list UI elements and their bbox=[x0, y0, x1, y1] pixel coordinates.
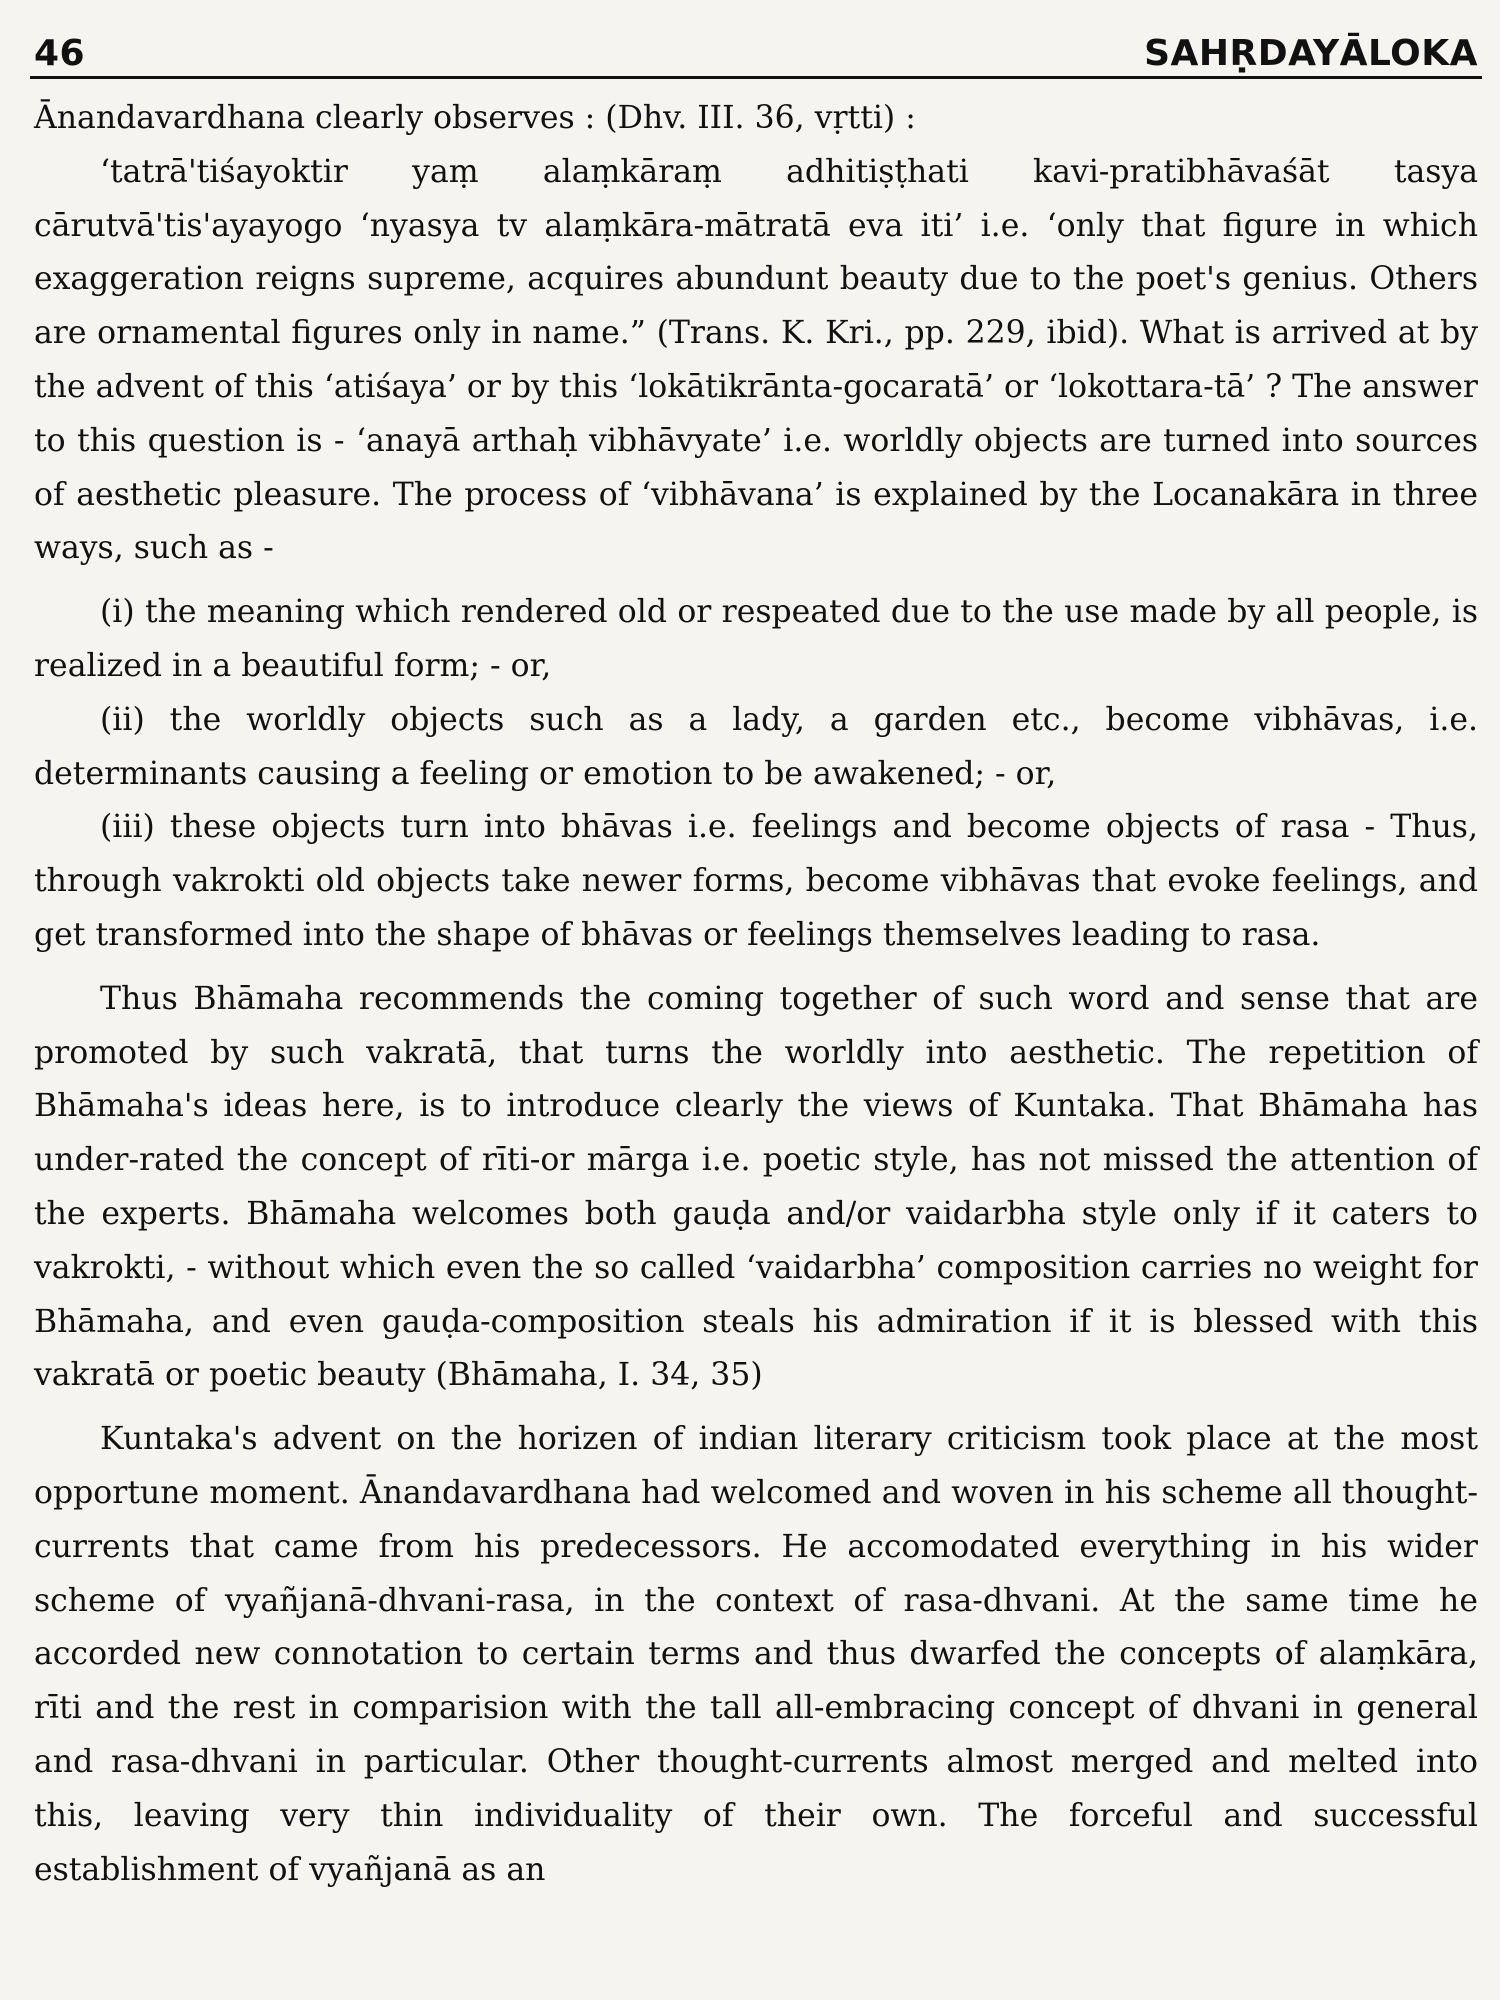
list-item-ii: (ii) the worldly objects such as a lady, a garden etc., become vibhāvas, i.e. determinants causing a feeling or emotion to be awakened; - or, bbox=[34, 701, 1478, 792]
paragraph-quotation: ‘tatrā'tiśayoktir yaṃ alaṃkāraṃ adhitiṣṭhati kavi-pratibhāvaśāt tasya cārutvā'tis'ayayogo ‘nyasya tv alaṃkāra-mātratā eva iti’ i.e. ‘only that figure in which exaggeration reigns supreme, acquires abundunt beauty due to the poet's genius. Others are ornamental figures only in name.” (Trans. K. Kri., pp. 229, ibid). What is arrived at by the advent of this ‘atiśaya’ or by this ‘lokātikrānta-gocaratā’ or ‘lokottara-tā’ ? The answer to this question is - ‘anayā arthaḥ vibhāvyate’ i.e. worldly objects are turned into sources of aesthetic pleasure. The process of ‘vibhāvana’ is explained by the Locanakāra in three ways, such as - bbox=[34, 153, 1478, 567]
body-text bbox=[34, 92, 1478, 1897]
page-header bbox=[34, 22, 1478, 74]
paragraph-intro: Ānandavardhana clearly observes : (Dhv. III. 36, vṛtti) : bbox=[34, 100, 916, 136]
header-rule bbox=[30, 76, 1482, 79]
page-number: 46 bbox=[34, 33, 86, 74]
paragraph-kuntaka: Kuntaka's advent on the horizen of indian literary criticism took place at the most opportune moment. Ānandavardhana had welcomed and woven in his scheme all thought-currents that came from his predecessors. He accomodated everything in his wider scheme of vyañjanā-dhvani-rasa, in the context of rasa-dhvani. At the same time he accorded new connotation to certain terms and thus dwarfed the concepts of alaṃkāra, rīti and the rest in comparision with the tall all-embracing concept of dhvani in general and rasa-dhvani in particular. Other thought-currents almost merged and melted into this, leaving very thin individuality of their own. The forceful and successful establishment of vyañjanā as an bbox=[34, 1421, 1478, 1888]
list-item-iii: (iii) these objects turn into bhāvas i.e. feelings and become objects of rasa - Thus, through vakrokti old objects take newer forms, become vibhāvas that evoke feelings, and get transformed into the shape of bhāvas or feelings themselves leading to rasa. bbox=[34, 809, 1478, 953]
paragraph-bhamaha: Thus Bhāmaha recommends the coming together of such word and sense that are promoted by such vakratā, that turns the worldly into aesthetic. The repetition of Bhāmaha's ideas here, is to introduce clearly the views of Kuntaka. That Bhāmaha has under-rated the concept of rīti-or mārga i.e. poetic style, has not missed the attention of the experts. Bhāmaha welcomes both gauḍa and/or vaidarbha style only if it caters to vakrokti, - without which even the so called ‘vaidarbha’ composition carries no weight for Bhāmaha, and even gauḍa-composition steals his admiration if it is blessed with this vakratā or poetic beauty (Bhāmaha, I. 34, 35) bbox=[34, 980, 1478, 1394]
list-item-i: (i) the meaning which rendered old or respeated due to the use made by all people, is realized in a beautiful form; - or, bbox=[34, 594, 1478, 684]
running-title: SAHṚDAYĀLOKA bbox=[1144, 33, 1478, 74]
